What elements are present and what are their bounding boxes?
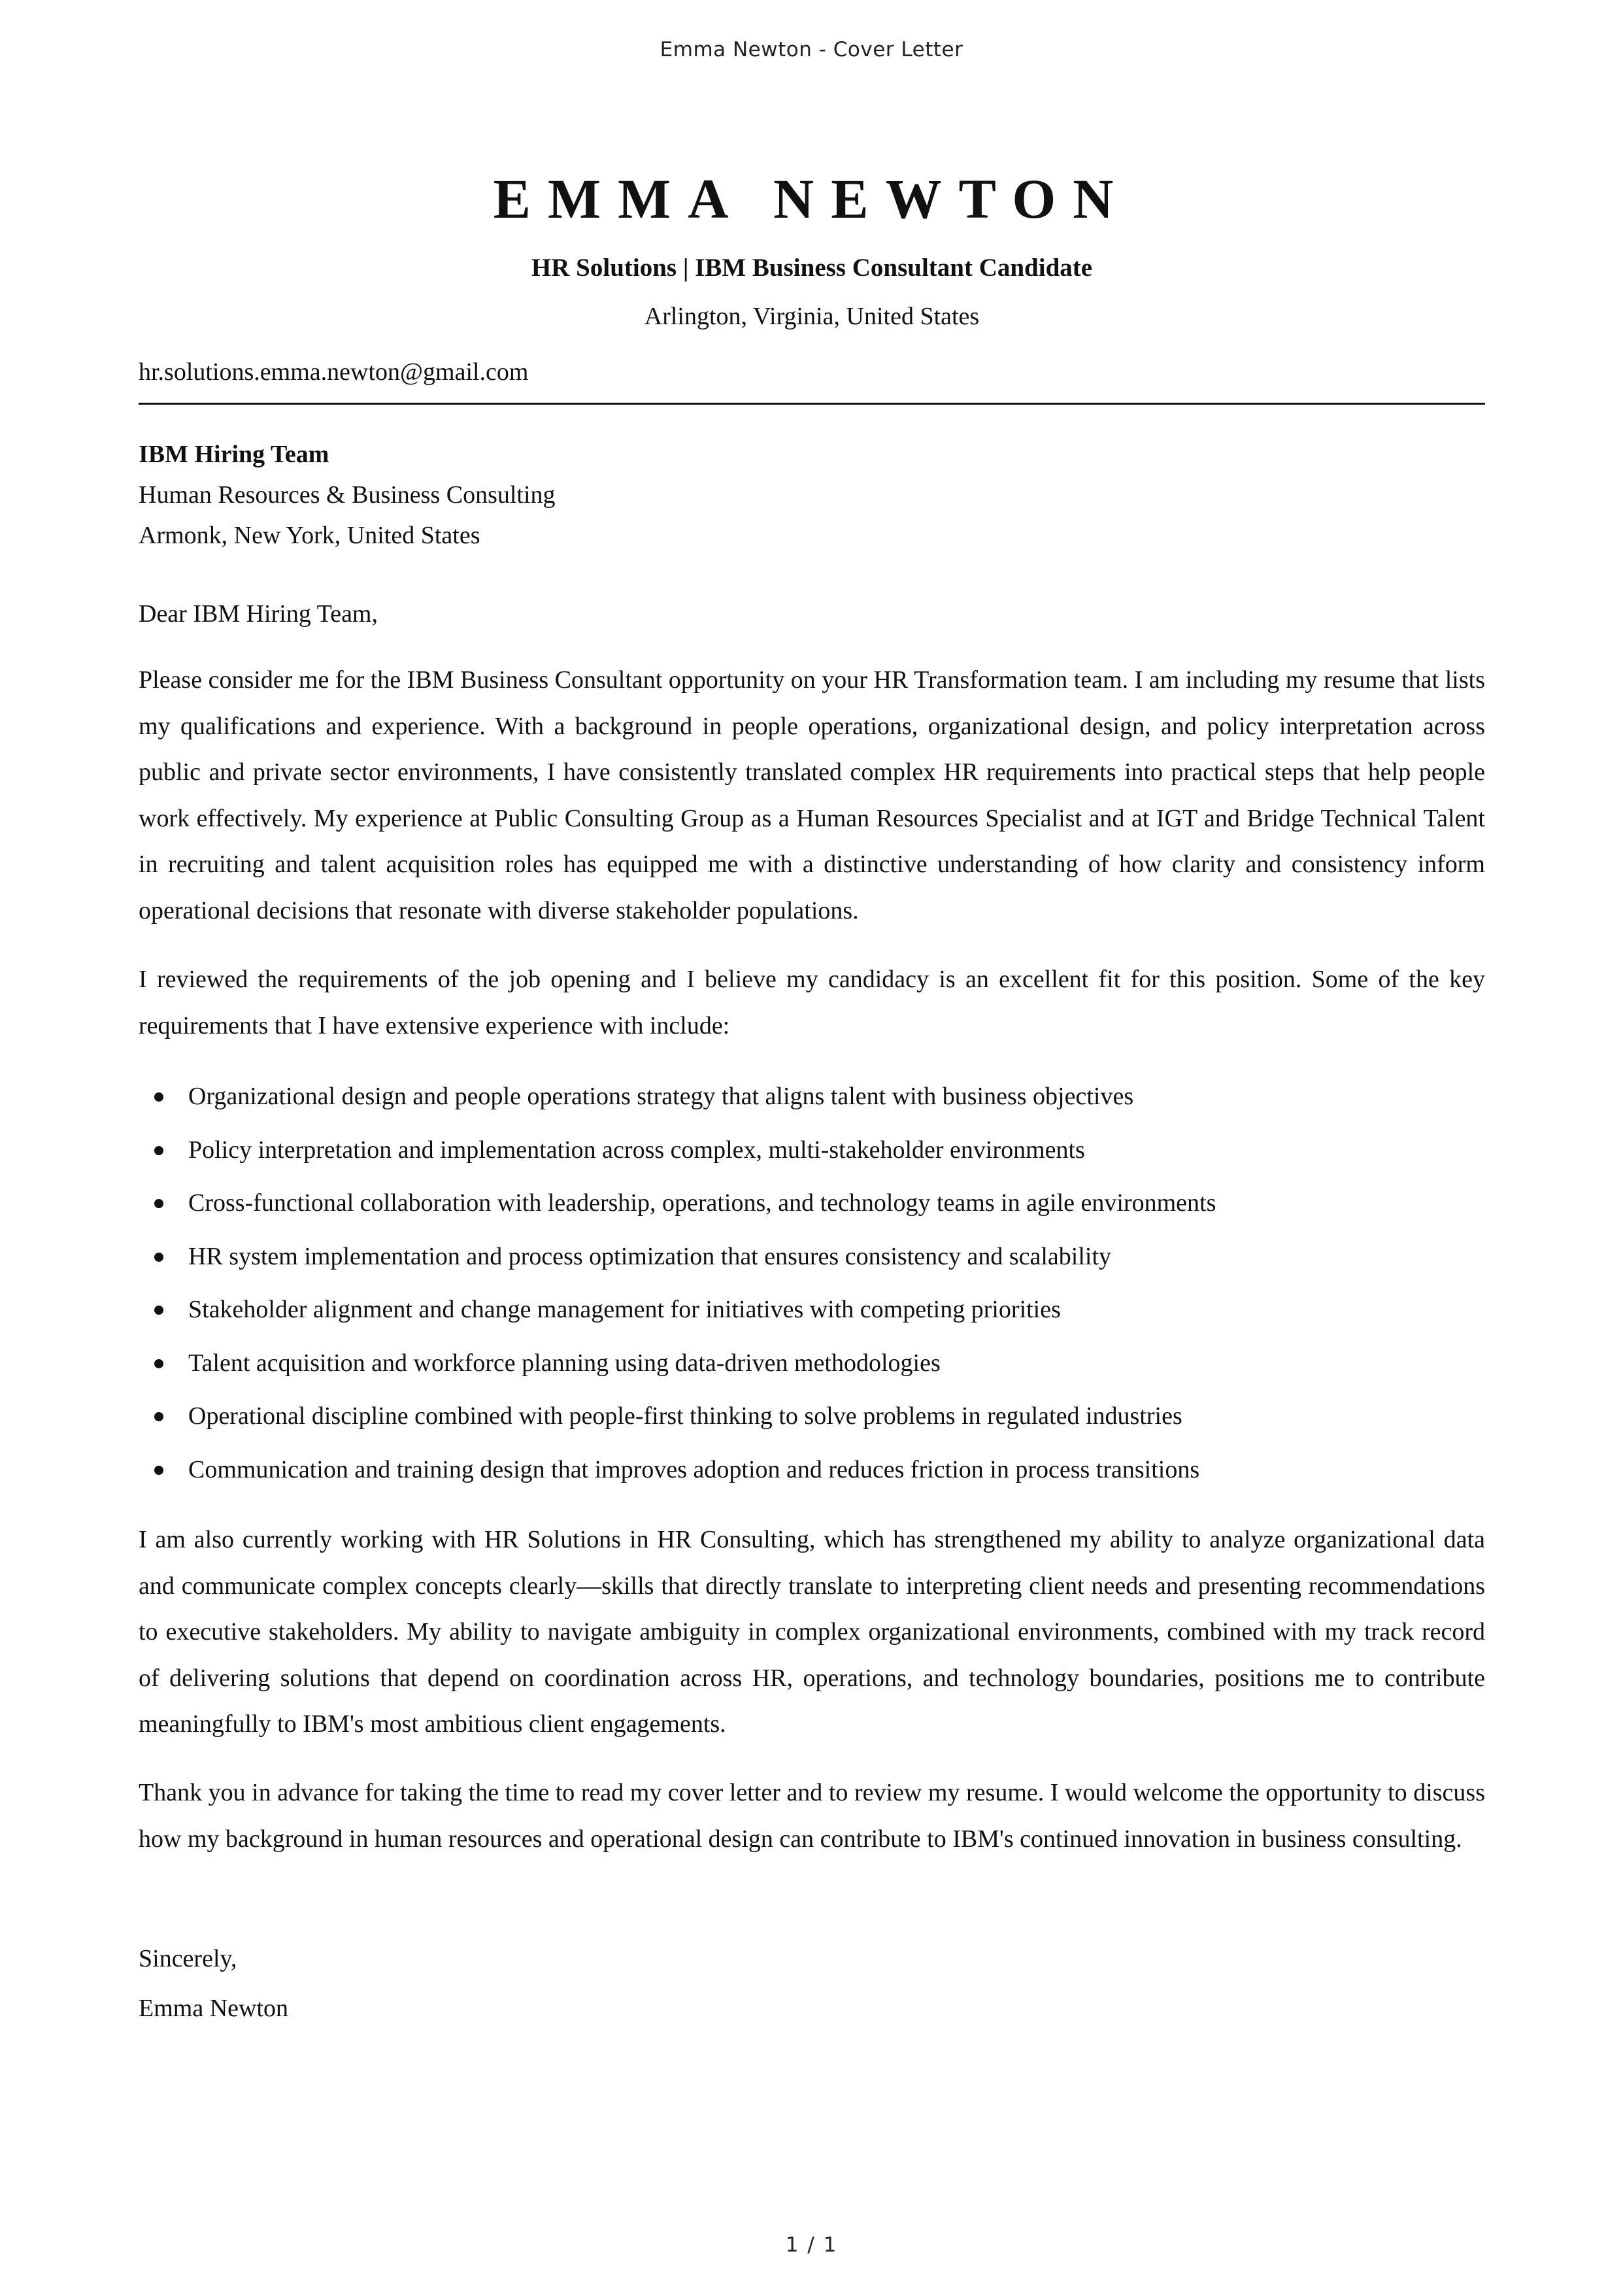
list-item: [139, 1449, 1485, 1503]
list-item: [139, 1076, 1485, 1130]
list-item-text: HR system implementation and process optimization that ensures consistency and scalability: [188, 1242, 1112, 1270]
paragraph-intro: Please consider me for the IBM Business Consultant opportunity on your HR Transformation team. I am including my resume that lists my qualifications and experience. With a background in people operations, organizational design, and policy interpretation across public and private sector environments, I have consistently translated complex HR requirements into practical steps that help people work effectively. My experience at Public Consulting Group as a Human Resources Specialist and at IGT and Bridge Technical Talent in recruiting and talent acquisition roles has equipped me with a distinctive understanding of how clarity and consistency inform operational decisions that resonate with diverse stakeholder populations.: [139, 666, 1485, 924]
list-item: [139, 1343, 1485, 1396]
paragraph-current-role: I am also currently working with HR Solutions in HR Consulting, which has strengthened my ability to analyze organizational data and communicate complex concepts clearly—skills that directly translate to interpreting client needs and presenting recommendations to executive stakeholders. My ability to navigate ambiguity in complex organizational environments, combined with my track record of delivering solutions that depend on coordination across HR, operations, and technology boundaries, positions me to contribute meaningfully to IBM's most ambitious client engagements.: [139, 1526, 1485, 1738]
bullet-icon: [154, 1092, 163, 1102]
list-item: [139, 1236, 1485, 1290]
header-divider: [139, 403, 1485, 405]
bullet-icon: [154, 1146, 163, 1155]
list-item-text: Stakeholder alignment and change management for initiatives with competing priorities: [188, 1296, 1061, 1323]
bullet-icon: [154, 1199, 163, 1208]
print-header-title: Emma Newton - Cover Letter: [660, 38, 963, 61]
bullet-icon: [154, 1306, 163, 1315]
closing-block: [139, 1934, 288, 2033]
bullet-icon: [154, 1466, 163, 1475]
signature-name: Emma Newton: [139, 1995, 289, 2022]
recipient-department: Human Resources & Business Consulting: [139, 481, 556, 509]
paragraph-requirements: I reviewed the requirements of the job opening and I believe my candidacy is an excellent fit for this position. Some of the key requirements that I have extensive experience with include:: [139, 966, 1485, 1039]
applicant-location: Arlington, Virginia, United States: [644, 303, 980, 330]
list-item-text: Talent acquisition and workforce planning using data-driven methodologies: [188, 1349, 941, 1377]
bullet-icon: [154, 1253, 163, 1262]
paragraph-thanks: Thank you in advance for taking the time to read my cover letter and to review my resume. I would welcome the opportunity to discuss how my background in human resources and operational design can contribute to IBM's continued innovation in business consulting.: [139, 1779, 1485, 1853]
list-item: [139, 1130, 1485, 1183]
list-item-text: Communication and training design that improves adoption and reduces friction in process transitions: [188, 1455, 1200, 1483]
list-item-text: Policy interpretation and implementation across complex, multi-stakeholder environments: [188, 1136, 1085, 1164]
page-number: 1 / 1: [785, 2233, 838, 2257]
recipient-address: Armonk, New York, United States: [139, 522, 480, 549]
applicant-email: hr.solutions.emma.newton@gmail.com: [139, 358, 529, 386]
list-item: [139, 1183, 1485, 1236]
recipient-block: [139, 434, 556, 556]
closing-salutation: Sincerely,: [139, 1945, 237, 1972]
qualifications-list: [139, 1076, 1485, 1502]
list-item-text: Operational discipline combined with people-first thinking to solve problems in regulated industries: [188, 1402, 1182, 1430]
list-item-text: Organizational design and people operations strategy that aligns talent with business objectives: [188, 1083, 1134, 1110]
bullet-icon: [154, 1359, 163, 1368]
list-item: [139, 1396, 1485, 1449]
applicant-headline: HR Solutions | IBM Business Consultant Candidate: [531, 254, 1093, 282]
applicant-name: EMMA NEWTON: [493, 167, 1131, 230]
list-item-text: Cross-functional collaboration with leadership, operations, and technology teams in agile environments: [188, 1189, 1216, 1217]
salutation: Dear IBM Hiring Team,: [139, 600, 378, 628]
recipient-team: IBM Hiring Team: [139, 441, 329, 468]
list-item: [139, 1289, 1485, 1343]
bullet-icon: [154, 1412, 163, 1421]
